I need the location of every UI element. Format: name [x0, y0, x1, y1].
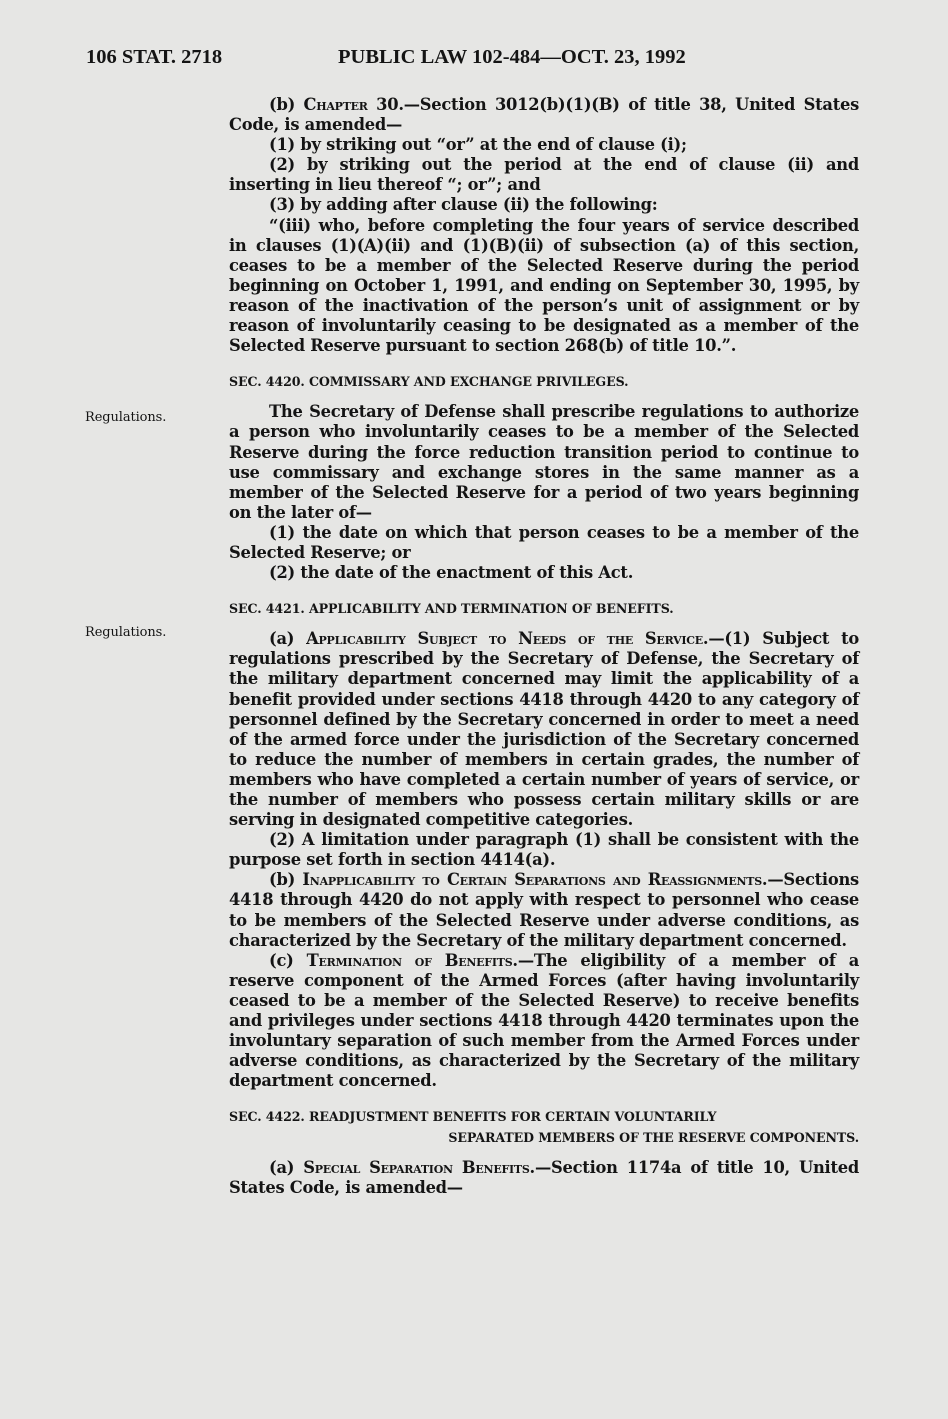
margin-note-regulations: Regulations. [85, 625, 167, 640]
subsection-b-chapter-30: (b) Chapter 30.—Section 3012(b)(1)(B) of title 38, United States Code, is amended— [229, 95, 860, 135]
paragraph-1: (1) the date on which that person ceases to be a member of the Selected Reserve; or [229, 522, 859, 562]
page-citation: 106 STAT. 2718 [86, 46, 223, 68]
public-law-title: PUBLIC LAW 102-484—OCT. 23, 1992 [338, 46, 686, 68]
paragraph-3: (3) by adding after clause (ii) the following: [269, 195, 658, 215]
paragraph-1: (1) by striking out “or” at the end of clause (i); [269, 135, 687, 155]
subsection-heading: Special Separation Benefits. [303, 1157, 535, 1177]
subsection-heading: Termination of Benefits. [306, 950, 518, 970]
subsection-a: (a) Special Separation Benefits.—Section 1174a of title 10, United States Code, is amended— [229, 1157, 859, 1197]
subsection-a: (a) Applicability Subject to Needs of the Service.—(1) Subject to regulations prescribed by the Secretary of Defense, the Secretary of the military department concerned may limit the applicability of a benefit provided under sections 4418 through 4420 to any category of personnel defined by the Secretary concerned in order to meet a need of the armed force under the jurisdiction of the Secretary concerned to reduce the number of members in certain grades, the number of members who have completed a certain number of years of service, or the number of members who possess certain military skills or are serving in designated competitive categories. [229, 629, 859, 830]
subsection-heading: Applicability Subject to Needs of the Service. [306, 629, 709, 649]
quoted-clause-iii: “(iii) who, before completing the four years of service described in clauses (1)(A)(ii) and (1)(B)(ii) of subsection (a) of this section, ceases to be a member of the Selected Reserve during the period beginning on October 1, 1991, and ending on September 30, 1995, by reason of the inactivation of the person’s unit of assignment or by reason of involuntarily ceasing to be designated as a member of the Selected Reserve pursuant to section 268(b) of title 10.”. [229, 215, 859, 356]
subsection-heading: Chapter 30. [303, 95, 404, 114]
statute-body [229, 95, 859, 1198]
paragraph-2: (2) by striking out the period at the end of clause (ii) and inserting in lieu thereof “; or”; and [229, 155, 859, 195]
section-heading-4422: SEC. 4422. READJUSTMENT BENEFITS FOR CERTAIN VOLUNTARILY SEPARATED MEMBERS OF THE RESERVE COMPONENTS. [229, 1109, 859, 1145]
section-heading-4421: SEC. 4421. APPLICABILITY AND TERMINATION OF BENEFITS. [229, 601, 674, 617]
margin-note-regulations: Regulations. [85, 410, 167, 425]
paragraph-2: (2) A limitation under paragraph (1) shall be consistent with the purpose set forth in section 4414(a). [229, 830, 859, 870]
paragraph-2: (2) the date of the enactment of this Act. [269, 563, 634, 583]
section-heading-4420: SEC. 4420. COMMISSARY AND EXCHANGE PRIVILEGES. [229, 374, 629, 390]
subsection-b: (b) Inapplicability to Certain Separations and Reassignments.—Sections 4418 through 4420 do not apply with respect to personnel who cease to be members of the Selected Reserve under adverse conditions, as characterized by the Secretary of the military department concerned. [229, 870, 859, 950]
section-4420-text: The Secretary of Defense shall prescribe regulations to authorize a person who involuntarily ceases to be a member of the Selected Reserve during the force reduction transition period to continue to use commissary and exchange stores in the same manner as a member of the Selected Reserve for a period of two years beginning on the later of— [229, 402, 859, 522]
subsection-c: (c) Termination of Benefits.—The eligibility of a member of a reserve component of the Armed Forces (after having involuntarily ceased to be a member of the Selected Reserve) to receive benefits and privileges under sections 4418 through 4420 terminates upon the involuntary separation of such member from the Armed Forces under adverse conditions, as characterized by the Secretary of the military department concerned. [229, 950, 859, 1091]
subsection-heading: Inapplicability to Certain Separations and Reassignments. [302, 870, 768, 890]
